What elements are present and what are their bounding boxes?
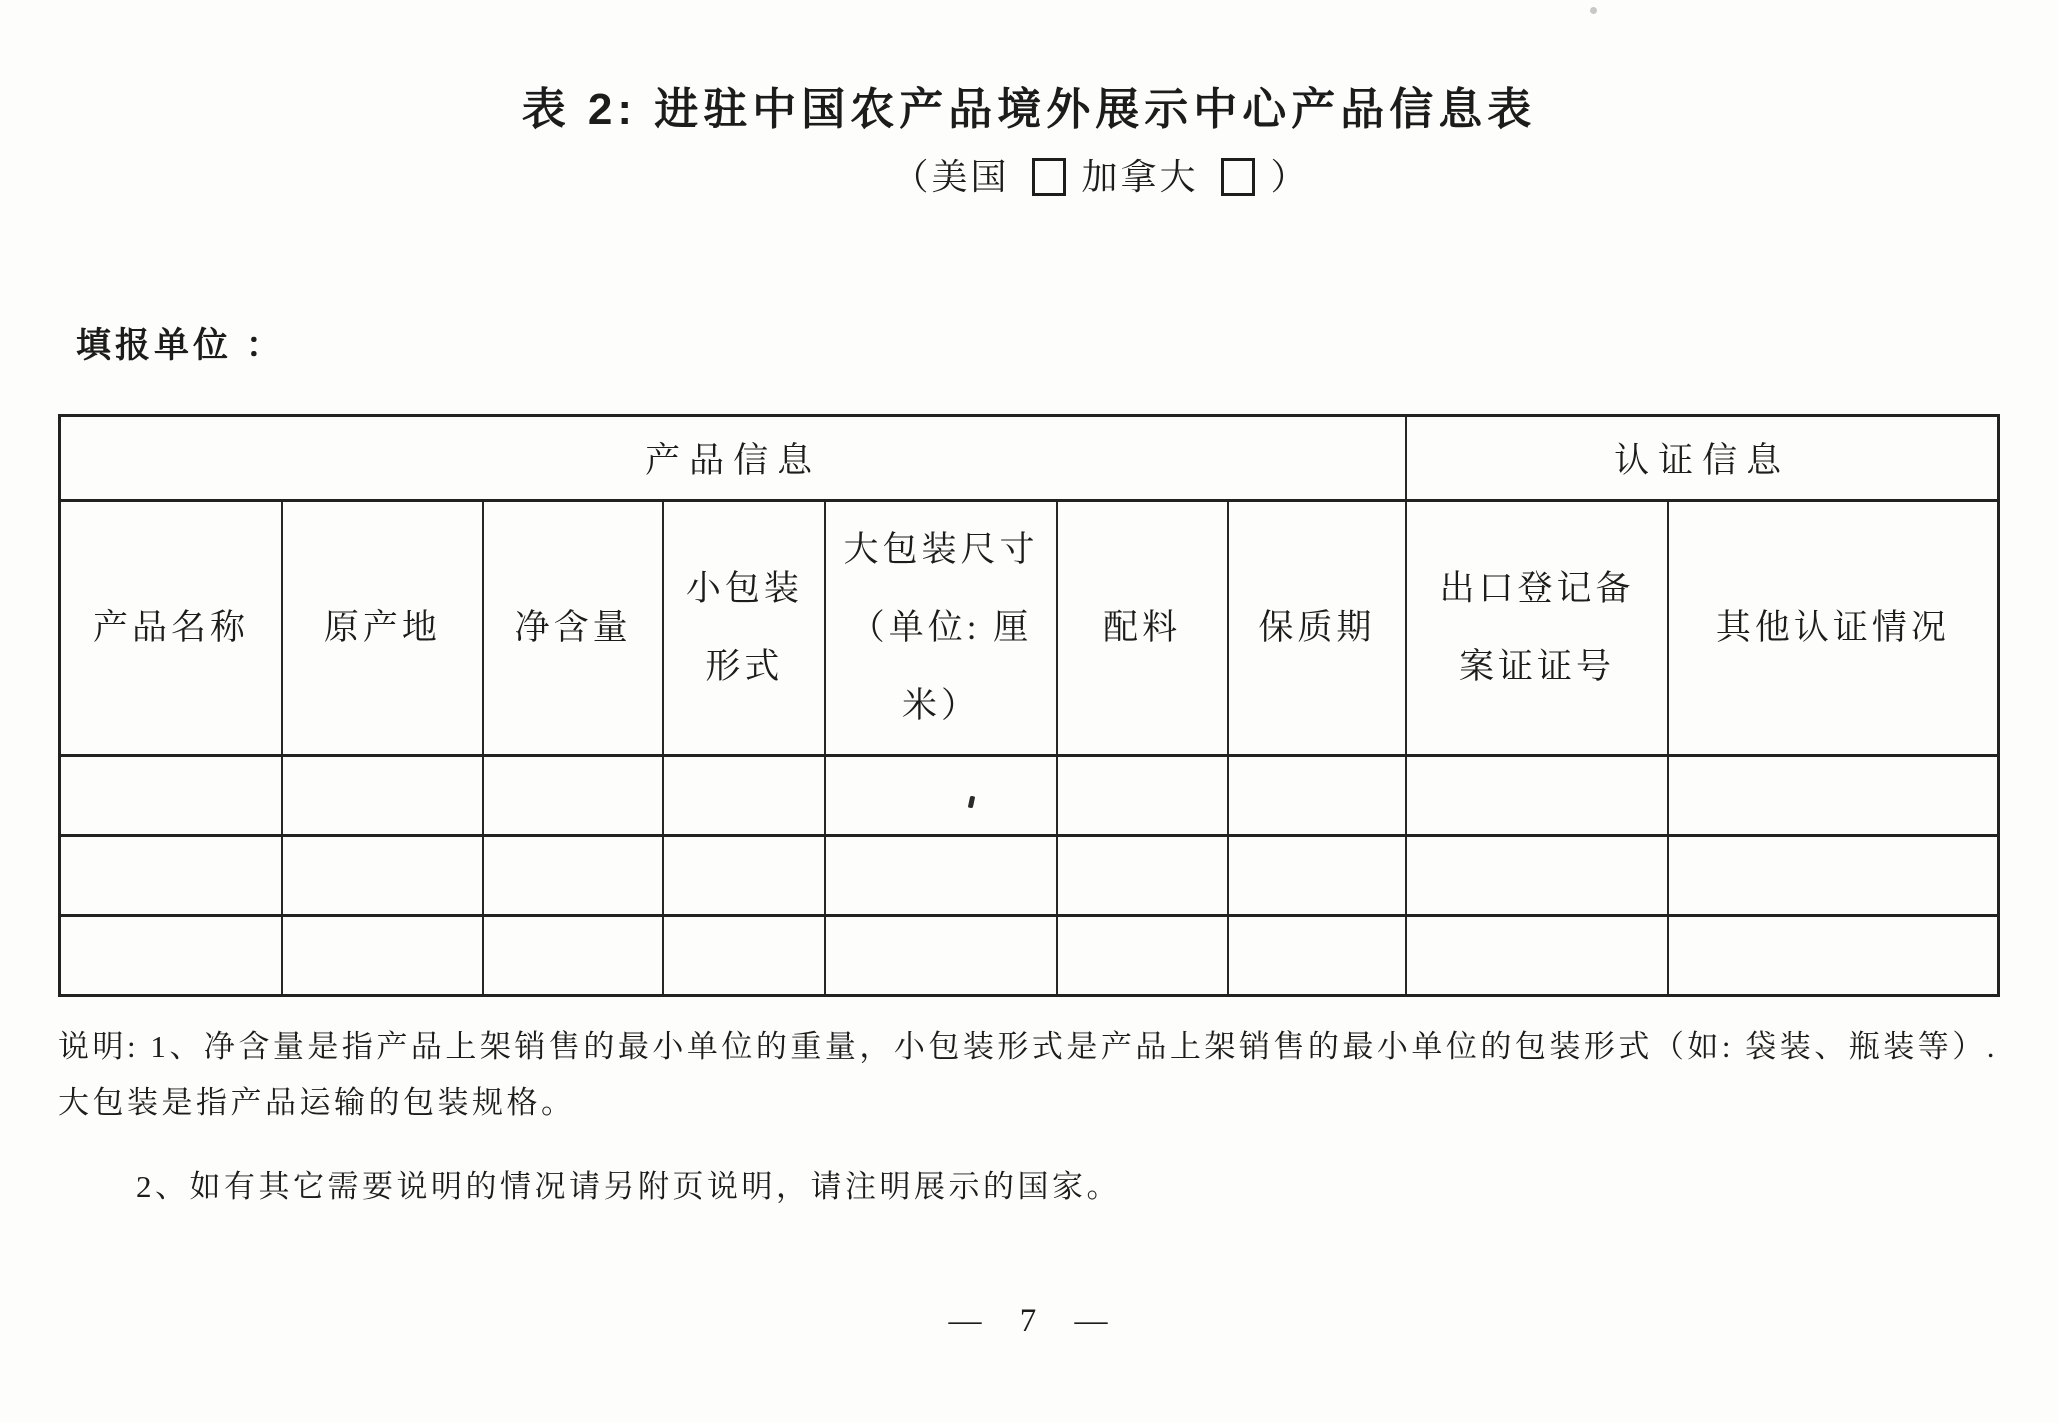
scan-artifact: [967, 795, 974, 808]
col-header-shelf-life: 保质期: [1228, 501, 1407, 756]
table-row: [60, 756, 1999, 836]
table-cell[interactable]: [825, 756, 1057, 836]
col-header-ingredients: 配料: [1057, 501, 1228, 756]
table-row: [60, 836, 1999, 916]
table-cell[interactable]: [1057, 916, 1228, 996]
table-cell[interactable]: [663, 836, 825, 916]
table-cell[interactable]: [663, 756, 825, 836]
table-cell[interactable]: [60, 756, 283, 836]
group-header-cert-info: 认证信息: [1406, 416, 1998, 501]
table-cell[interactable]: [1057, 836, 1228, 916]
country-selection-line: [72, 156, 2058, 200]
table-cell[interactable]: [282, 756, 483, 836]
canada-label: 加拿大: [1081, 157, 1199, 198]
scan-artifact: [1590, 7, 1597, 14]
product-info-table: [58, 414, 2000, 997]
table-cell[interactable]: [1228, 756, 1407, 836]
col-header-small-package: 小包装 形式: [663, 501, 825, 756]
table-cell[interactable]: [483, 916, 664, 996]
table-cell[interactable]: [825, 916, 1057, 996]
table-cell[interactable]: [1668, 916, 1999, 996]
col-header-other-cert: 其他认证情况: [1668, 501, 1999, 756]
table-cell[interactable]: [1406, 836, 1668, 916]
table-cell[interactable]: [483, 756, 664, 836]
table-cell[interactable]: [60, 916, 283, 996]
col-header-origin: 原产地: [282, 501, 483, 756]
open-paren: （: [892, 157, 932, 198]
table-cell[interactable]: [1228, 916, 1407, 996]
col-header-big-package-size: 大包装尺寸 （单位: 厘 米）: [825, 501, 1057, 756]
col-header-export-cert-number: 出口登记备 案证证号: [1406, 501, 1668, 756]
canada-checkbox[interactable]: [1221, 158, 1255, 196]
usa-label: 美国: [931, 157, 1010, 198]
table-cell[interactable]: [1668, 836, 1999, 916]
group-header-product-info: 产品信息: [60, 416, 1407, 501]
table-cell[interactable]: [483, 836, 664, 916]
reporting-unit-label: 填报单位 ：: [76, 326, 285, 366]
table-cell[interactable]: [1668, 756, 1999, 836]
close-paren: ）: [1270, 157, 1310, 198]
table-cell[interactable]: [1057, 756, 1228, 836]
notes-section: [58, 1019, 2000, 1215]
table-cell[interactable]: [825, 836, 1057, 916]
usa-checkbox[interactable]: [1032, 158, 1066, 196]
page-number: — 7 —: [948, 1303, 1110, 1340]
table-cell[interactable]: [1406, 916, 1668, 996]
table-cell[interactable]: [663, 916, 825, 996]
col-header-net-content: 净含量: [483, 501, 664, 756]
table-cell[interactable]: [1228, 836, 1407, 916]
col-header-product-name: 产品名称: [60, 501, 283, 756]
note-1-line-2: 大包装是指产品运输的包装规格。: [58, 1085, 576, 1121]
form-title: 表 2: 进驻中国农产品境外展示中心产品信息表: [521, 85, 1537, 134]
table-cell[interactable]: [1406, 756, 1668, 836]
table-row: [60, 916, 1999, 996]
note-2: 2、如有其它需要说明的情况请另附页说明，请注明展示的国家。: [136, 1169, 1121, 1205]
table-cell[interactable]: [282, 836, 483, 916]
table-cell[interactable]: [282, 916, 483, 996]
note-1-line-1: 说明: 1、净含量是指产品上架销售的最小单位的重量，小包装形式是产品上架销售的最小单位的包装形式（如: 袋装、瓶装等）.: [58, 1029, 1998, 1065]
table-cell[interactable]: [60, 836, 283, 916]
